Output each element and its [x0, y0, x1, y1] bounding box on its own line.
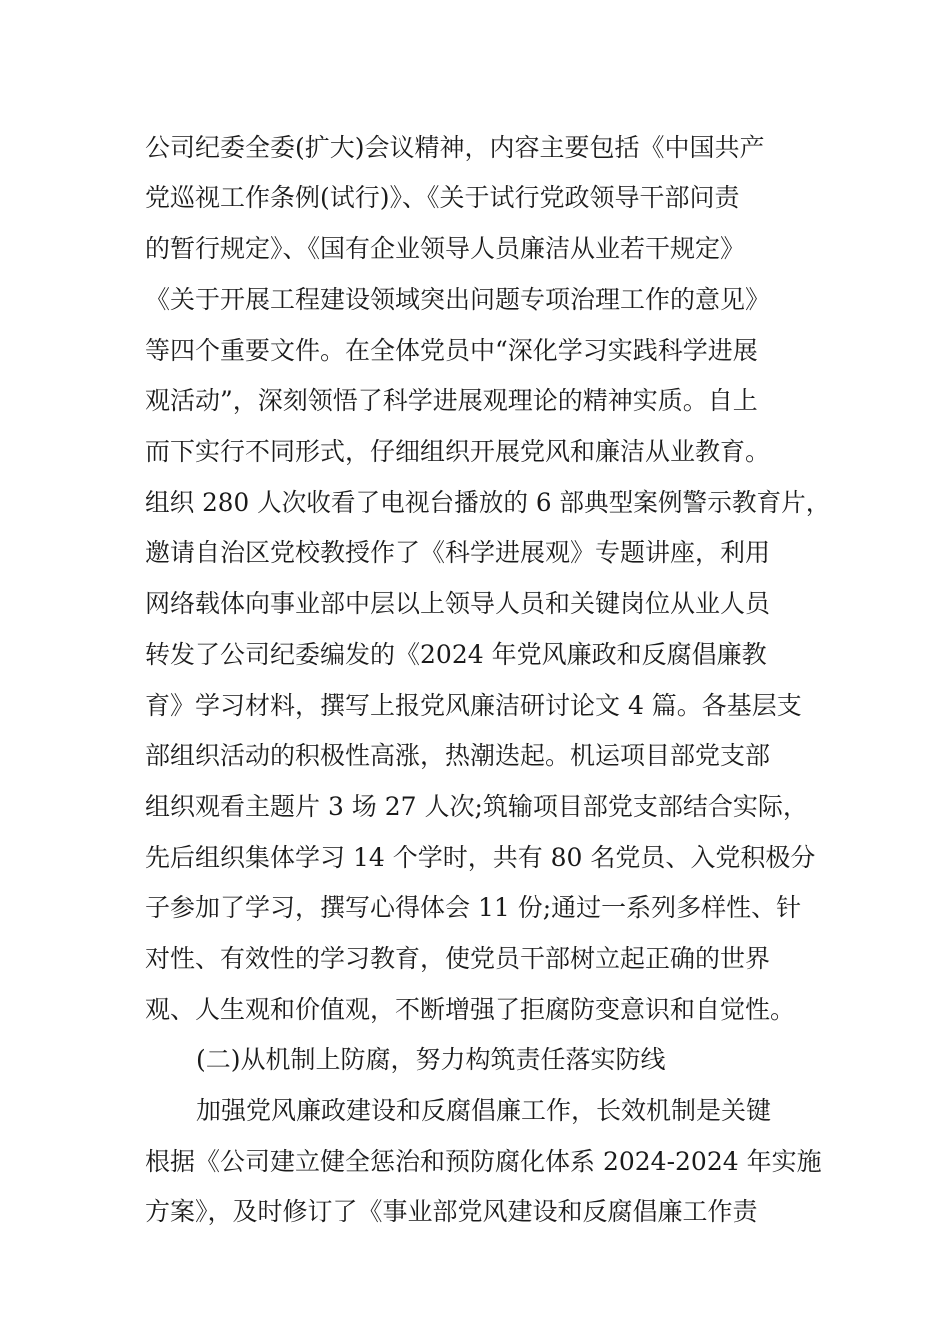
text-line: 部组织活动的积极性高涨，热潮迭起。机运项目部党支部: [145, 741, 771, 770]
text-line: 转发了公司纪委编发的《2024 年党风廉政和反腐倡廉教: [145, 640, 767, 669]
text-line: 对性、有效性的学习教育，使党员干部树立起正确的世界: [145, 944, 771, 973]
text-line: 育》学习材料，撰写上报党风廉洁研讨论文 4 篇。各基层支: [145, 691, 802, 720]
text-line: 的暂行规定》、《国有企业领导人员廉洁从业若干规定》: [145, 234, 746, 263]
text-line: 先后组织集体学习 14 个学时，共有 80 名党员、入党积极分: [145, 843, 816, 872]
text-line: 公司纪委全委(扩大)会议精神，内容主要包括《中国共产: [145, 133, 765, 162]
text-line: 根据《公司建立健全惩治和预防腐化体系 2024-2024 年实施: [145, 1147, 822, 1176]
text-line: 子参加了学习，撰写心得体会 11 份;通过一系列多样性、针: [145, 893, 802, 922]
text-line: 加强党风廉政建设和反腐倡廉工作，长效机制是关键: [196, 1096, 772, 1125]
text-line: 党巡视工作条例(试行)》、《关于试行党政领导干部问责: [145, 183, 740, 212]
text-line: 《关于开展工程建设领域突出问题专项治理工作的意见》: [145, 285, 771, 314]
text-line: 网络载体向事业部中层以上领导人员和关键岗位从业人员: [145, 589, 771, 618]
text-line: 而下实行不同形式，仔细组织开展党风和廉洁从业教育。: [145, 437, 771, 466]
text-line: 等四个重要文件。在全体党员中“深化学习实践科学进展: [145, 336, 758, 365]
section-heading: (二)从机制上防腐，努力构筑责任落实防线: [196, 1045, 666, 1074]
text-line: 观、人生观和价值观，不断增强了拒腐防变意识和自觉性。: [145, 995, 796, 1024]
text-line: 观活动”，深刻领悟了科学进展观理论的精神实质。自上: [145, 386, 758, 415]
text-line: 组织观看主题片 3 场 27 人次;筑输项目部党支部结合实际，: [145, 792, 808, 821]
text-line: 邀请自治区党校教授作了《科学进展观》专题讲座，利用: [145, 538, 771, 567]
text-line: 组织 280 人次收看了电视台播放的 6 部典型案例警示教育片，: [145, 488, 831, 517]
text-line: 方案》，及时修订了《事业部党风建设和反腐倡廉工作责: [145, 1197, 758, 1226]
